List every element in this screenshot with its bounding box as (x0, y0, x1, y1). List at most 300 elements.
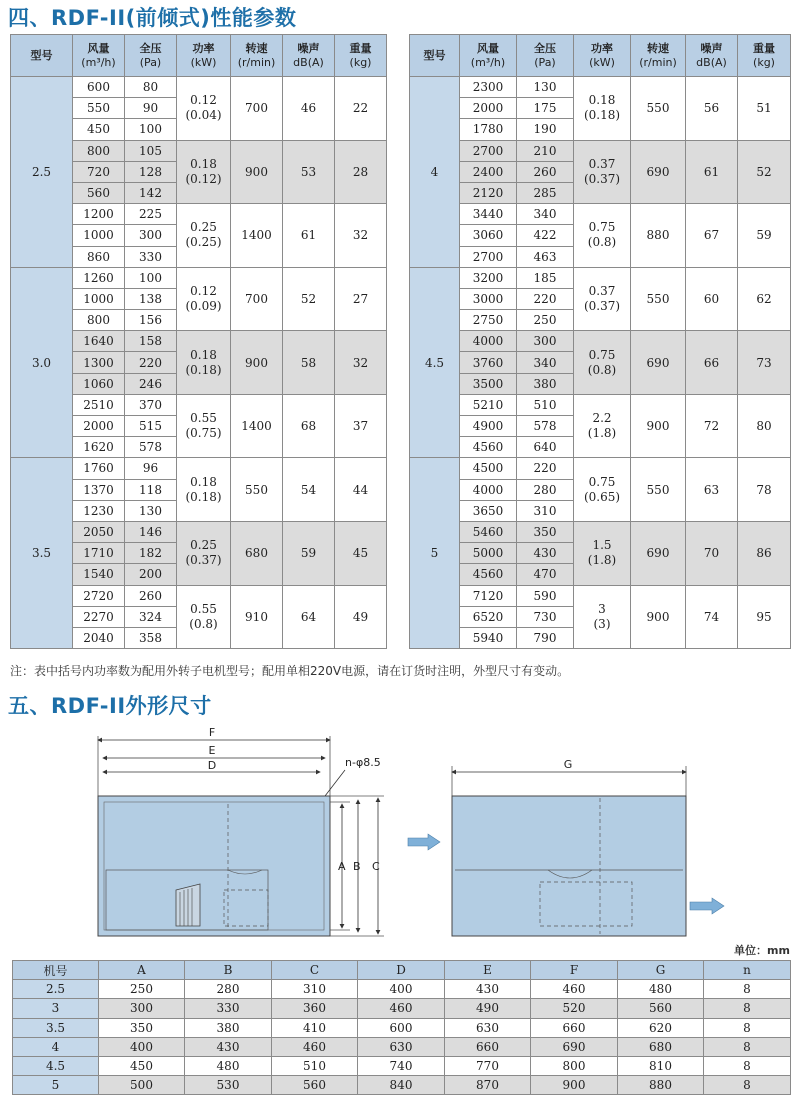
power-cell: 0.25 (0.37) (177, 521, 231, 585)
pressure-cell: 138 (125, 288, 177, 309)
pressure-cell: 220 (517, 288, 574, 309)
flow-cell: 2120 (460, 182, 517, 203)
noise-cell: 72 (686, 394, 738, 458)
pressure-cell: 578 (125, 437, 177, 458)
pressure-cell: 515 (125, 416, 177, 437)
power-cell: 0.75 (0.65) (574, 458, 631, 522)
dimension-cell: 8 (704, 1076, 791, 1095)
dimension-cell: 630 (445, 1018, 531, 1037)
pressure-cell: 790 (517, 627, 574, 648)
dim-label-g: G (563, 758, 573, 771)
dimension-row (13, 1018, 791, 1037)
flow-cell: 3650 (460, 500, 517, 521)
pressure-cell: 285 (517, 182, 574, 203)
noise-cell: 52 (283, 267, 335, 331)
pressure-cell: 370 (125, 394, 177, 415)
dimension-cell: 8 (704, 980, 791, 999)
pressure-cell: 90 (125, 98, 177, 119)
flow-cell: 4900 (460, 416, 517, 437)
dimension-cell: 490 (445, 999, 531, 1018)
flow-cell: 3760 (460, 352, 517, 373)
pressure-cell: 260 (517, 161, 574, 182)
weight-cell: 49 (335, 585, 387, 649)
flow-cell: 2300 (460, 77, 517, 98)
pressure-cell: 182 (125, 543, 177, 564)
table-row (410, 204, 791, 225)
flow-cell: 600 (73, 77, 125, 98)
pressure-cell: 156 (125, 310, 177, 331)
dimension-cell: 630 (358, 1037, 445, 1056)
noise-cell: 54 (283, 458, 335, 522)
section5-title: 五、RDF-II外形尺寸 (8, 694, 212, 718)
speed-cell: 910 (231, 585, 283, 649)
flow-cell: 800 (73, 310, 125, 331)
noise-cell: 66 (686, 331, 738, 395)
table-row (410, 458, 791, 479)
header-flow: 风量 (m³/h) (73, 35, 125, 77)
flow-cell: 1370 (73, 479, 125, 500)
dimension-cell: 460 (272, 1037, 358, 1056)
dimension-cell: 690 (531, 1037, 618, 1056)
pressure-cell: 142 (125, 182, 177, 203)
pressure-cell: 96 (125, 458, 177, 479)
table-footnote: 注：表中括号内功率数为配用外转子电机型号；配用单相220V电源，请在订货时注明，外型尺寸有变动。 (10, 664, 570, 678)
dimension-cell: 620 (618, 1018, 704, 1037)
dimension-cell: 310 (272, 980, 358, 999)
header-weight: 重量 (kg) (738, 35, 791, 77)
dimension-row (13, 1076, 791, 1095)
flow-cell: 1230 (73, 500, 125, 521)
flow-cell: 2270 (73, 606, 125, 627)
model-cell: 3.0 (11, 267, 73, 458)
airflow-out-arrow (690, 898, 724, 914)
weight-cell: 95 (738, 585, 791, 649)
flow-cell: 550 (73, 98, 125, 119)
header-power: 功率 (kW) (177, 35, 231, 77)
dimension-header-cell: B (185, 961, 272, 980)
model-cell: 3.5 (11, 458, 73, 649)
dimension-cell: 8 (704, 1037, 791, 1056)
flow-cell: 2510 (73, 394, 125, 415)
dimension-header-cell: A (99, 961, 185, 980)
flow-cell: 720 (73, 161, 125, 182)
dimension-cell: 880 (618, 1076, 704, 1095)
fan-box-front (98, 796, 330, 936)
weight-cell: 78 (738, 458, 791, 522)
pressure-cell: 128 (125, 161, 177, 182)
unit-label: 单位：mm (734, 944, 790, 957)
flow-cell: 2700 (460, 246, 517, 267)
flow-cell: 1300 (73, 352, 125, 373)
front-view (98, 726, 384, 936)
dimension-cell: 800 (531, 1056, 618, 1075)
weight-cell: 62 (738, 267, 791, 331)
power-cell: 3 (3) (574, 585, 631, 649)
power-cell: 0.37 (0.37) (574, 267, 631, 331)
speed-cell: 900 (631, 585, 686, 649)
performance-table-left (10, 34, 387, 649)
flow-cell: 3440 (460, 204, 517, 225)
flow-cell: 3200 (460, 267, 517, 288)
noise-cell: 61 (283, 204, 335, 268)
weight-cell: 51 (738, 77, 791, 141)
power-cell: 0.75 (0.8) (574, 204, 631, 268)
header-pressure: 全压 (Pa) (125, 35, 177, 77)
speed-cell: 1400 (231, 204, 283, 268)
dimension-cell: 520 (531, 999, 618, 1018)
table-row (410, 77, 791, 98)
speed-cell: 700 (231, 267, 283, 331)
dimension-cell: 900 (531, 1076, 618, 1095)
dimension-cell: 400 (99, 1037, 185, 1056)
header-pressure: 全压 (Pa) (517, 35, 574, 77)
dimension-cell: 810 (618, 1056, 704, 1075)
speed-cell: 550 (631, 458, 686, 522)
dimension-cell: 870 (445, 1076, 531, 1095)
dim-label-b: B (353, 860, 361, 873)
pressure-cell: 470 (517, 564, 574, 585)
flow-cell: 6520 (460, 606, 517, 627)
pressure-cell: 190 (517, 119, 574, 140)
dimension-header-cell: E (445, 961, 531, 980)
speed-cell: 700 (231, 77, 283, 141)
noise-cell: 67 (686, 204, 738, 268)
flow-cell: 5000 (460, 543, 517, 564)
flow-cell: 7120 (460, 585, 517, 606)
header-noise: 噪声 dB(A) (283, 35, 335, 77)
noise-cell: 64 (283, 585, 335, 649)
flow-cell: 2400 (460, 161, 517, 182)
header-power: 功率 (kW) (574, 35, 631, 77)
weight-cell: 32 (335, 331, 387, 395)
header-speed: 转速 (r/min) (631, 35, 686, 77)
weight-cell: 86 (738, 521, 791, 585)
power-cell: 0.25 (0.25) (177, 204, 231, 268)
flow-cell: 860 (73, 246, 125, 267)
dimension-cell: 660 (445, 1037, 531, 1056)
dimension-header-cell: G (618, 961, 704, 980)
pressure-cell: 422 (517, 225, 574, 246)
dimension-cell: 560 (272, 1076, 358, 1095)
flow-cell: 1200 (73, 204, 125, 225)
dimension-cell: 8 (704, 999, 791, 1018)
flow-cell: 4500 (460, 458, 517, 479)
dimension-cell: 360 (272, 999, 358, 1018)
dimension-row (13, 980, 791, 999)
flow-cell: 3000 (460, 288, 517, 309)
fan-box-side (452, 796, 686, 936)
dimension-cell: 410 (272, 1018, 358, 1037)
flow-cell: 2720 (73, 585, 125, 606)
table-row (410, 267, 791, 288)
flow-cell: 4560 (460, 564, 517, 585)
speed-cell: 900 (231, 331, 283, 395)
pressure-cell: 350 (517, 521, 574, 542)
dimension-cell: 430 (185, 1037, 272, 1056)
flow-cell: 1780 (460, 119, 517, 140)
weight-cell: 28 (335, 140, 387, 204)
pressure-cell: 590 (517, 585, 574, 606)
weight-cell: 73 (738, 331, 791, 395)
dimension-cell: 480 (618, 980, 704, 999)
flow-cell: 1640 (73, 331, 125, 352)
flow-cell: 4560 (460, 437, 517, 458)
power-cell: 2.2 (1.8) (574, 394, 631, 458)
dimension-header-cell: 机号 (13, 961, 99, 980)
weight-cell: 80 (738, 394, 791, 458)
power-cell: 0.37 (0.37) (574, 140, 631, 204)
pressure-cell: 200 (125, 564, 177, 585)
pressure-cell: 430 (517, 543, 574, 564)
machine-number-cell: 4 (13, 1037, 99, 1056)
pressure-cell: 185 (517, 267, 574, 288)
pressure-cell: 118 (125, 479, 177, 500)
dimension-cell: 380 (185, 1018, 272, 1037)
dimension-cell: 450 (99, 1056, 185, 1075)
power-cell: 0.18 (0.18) (177, 458, 231, 522)
flow-cell: 3500 (460, 373, 517, 394)
dimension-cell: 530 (185, 1076, 272, 1095)
power-cell: 0.18 (0.18) (574, 77, 631, 141)
speed-cell: 1400 (231, 394, 283, 458)
model-cell: 4 (410, 77, 460, 268)
section4-title: 四、RDF-II(前倾式)性能参数 (8, 6, 297, 30)
pressure-cell: 225 (125, 204, 177, 225)
pressure-cell: 310 (517, 500, 574, 521)
noise-cell: 70 (686, 521, 738, 585)
weight-cell: 27 (335, 267, 387, 331)
speed-cell: 690 (631, 140, 686, 204)
pressure-cell: 80 (125, 77, 177, 98)
pressure-cell: 175 (517, 98, 574, 119)
dimension-cell: 600 (358, 1018, 445, 1037)
dimension-header-cell: n (704, 961, 791, 980)
dimension-cell: 300 (99, 999, 185, 1018)
model-cell: 5 (410, 458, 460, 649)
header-model: 型号 (410, 35, 460, 77)
hole-spec-label: n-φ8.5 (345, 756, 381, 769)
pressure-cell: 463 (517, 246, 574, 267)
dimension-cell: 460 (358, 999, 445, 1018)
noise-cell: 53 (283, 140, 335, 204)
header-noise: 噪声 dB(A) (686, 35, 738, 77)
flow-cell: 1760 (73, 458, 125, 479)
flow-cell: 2040 (73, 627, 125, 648)
pressure-cell: 210 (517, 140, 574, 161)
dimension-cell: 840 (358, 1076, 445, 1095)
weight-cell: 44 (335, 458, 387, 522)
speed-cell: 880 (631, 204, 686, 268)
speed-cell: 900 (231, 140, 283, 204)
table-row (410, 331, 791, 352)
table-row (11, 77, 387, 98)
dimension-row (13, 1037, 791, 1056)
table-row (11, 267, 387, 288)
dimension-cell: 500 (99, 1076, 185, 1095)
power-cell: 0.75 (0.8) (574, 331, 631, 395)
flow-cell: 1620 (73, 437, 125, 458)
noise-cell: 74 (686, 585, 738, 649)
flow-cell: 2050 (73, 521, 125, 542)
noise-cell: 56 (686, 77, 738, 141)
dimension-cell: 250 (99, 980, 185, 999)
weight-cell: 22 (335, 77, 387, 141)
pressure-cell: 380 (517, 373, 574, 394)
speed-cell: 690 (631, 521, 686, 585)
pressure-cell: 130 (125, 500, 177, 521)
flow-cell: 1710 (73, 543, 125, 564)
speed-cell: 550 (231, 458, 283, 522)
pressure-cell: 146 (125, 521, 177, 542)
dim-label-d: D (207, 759, 217, 772)
pressure-cell: 330 (125, 246, 177, 267)
power-cell: 1.5 (1.8) (574, 521, 631, 585)
table-header-row (11, 35, 387, 77)
performance-table-right (409, 34, 791, 649)
flow-cell: 560 (73, 182, 125, 203)
flow-cell: 1540 (73, 564, 125, 585)
flow-cell: 4000 (460, 479, 517, 500)
power-cell: 0.55 (0.8) (177, 585, 231, 649)
flow-cell: 1260 (73, 267, 125, 288)
header-flow: 风量 (m³/h) (460, 35, 517, 77)
weight-cell: 45 (335, 521, 387, 585)
machine-number-cell: 5 (13, 1076, 99, 1095)
dimension-cell: 560 (618, 999, 704, 1018)
dimension-row (13, 1056, 791, 1075)
pressure-cell: 100 (125, 267, 177, 288)
speed-cell: 550 (631, 267, 686, 331)
table-row (410, 140, 791, 161)
pressure-cell: 105 (125, 140, 177, 161)
machine-number-cell: 4.5 (13, 1056, 99, 1075)
dimension-cell: 770 (445, 1056, 531, 1075)
model-cell: 2.5 (11, 77, 73, 268)
pressure-cell: 510 (517, 394, 574, 415)
model-cell: 4.5 (410, 267, 460, 458)
speed-cell: 690 (631, 331, 686, 395)
weight-cell: 37 (335, 394, 387, 458)
side-view (408, 758, 724, 936)
header-model: 型号 (11, 35, 73, 77)
dimension-header-cell: F (531, 961, 618, 980)
pressure-cell: 260 (125, 585, 177, 606)
header-weight: 重量 (kg) (335, 35, 387, 77)
dim-label-a: A (338, 860, 346, 873)
speed-cell: 550 (631, 77, 686, 141)
table-row (11, 458, 387, 479)
dimension-cell: 740 (358, 1056, 445, 1075)
flow-cell: 4000 (460, 331, 517, 352)
noise-cell: 46 (283, 77, 335, 141)
dimension-cell: 510 (272, 1056, 358, 1075)
dimension-cell: 660 (531, 1018, 618, 1037)
noise-cell: 63 (686, 458, 738, 522)
dimension-header-cell: D (358, 961, 445, 980)
pressure-cell: 158 (125, 331, 177, 352)
weight-cell: 32 (335, 204, 387, 268)
flow-cell: 5460 (460, 521, 517, 542)
dimension-header-row (13, 961, 791, 980)
dimension-cell: 460 (531, 980, 618, 999)
flow-cell: 2700 (460, 140, 517, 161)
pressure-cell: 340 (517, 204, 574, 225)
pressure-cell: 324 (125, 606, 177, 627)
power-cell: 0.12 (0.09) (177, 267, 231, 331)
flow-cell: 3060 (460, 225, 517, 246)
pressure-cell: 300 (125, 225, 177, 246)
flow-cell: 5210 (460, 394, 517, 415)
pressure-cell: 340 (517, 352, 574, 373)
pressure-cell: 280 (517, 479, 574, 500)
dimension-header-cell: C (272, 961, 358, 980)
weight-cell: 59 (738, 204, 791, 268)
machine-number-cell: 2.5 (13, 980, 99, 999)
dimension-cell: 430 (445, 980, 531, 999)
pressure-cell: 250 (517, 310, 574, 331)
pressure-cell: 246 (125, 373, 177, 394)
noise-cell: 58 (283, 331, 335, 395)
flow-cell: 1000 (73, 288, 125, 309)
table-header-row (410, 35, 791, 77)
dimension-row (13, 999, 791, 1018)
power-cell: 0.18 (0.12) (177, 140, 231, 204)
flow-cell: 450 (73, 119, 125, 140)
dimension-cell: 400 (358, 980, 445, 999)
flow-cell: 2750 (460, 310, 517, 331)
pressure-cell: 730 (517, 606, 574, 627)
dimension-cell: 350 (99, 1018, 185, 1037)
dim-label-e: E (208, 744, 216, 757)
dimension-cell: 480 (185, 1056, 272, 1075)
weight-cell: 52 (738, 140, 791, 204)
pressure-cell: 100 (125, 119, 177, 140)
dimension-cell: 8 (704, 1018, 791, 1037)
table-row (410, 394, 791, 415)
outline-dimension-drawing (0, 722, 800, 944)
pressure-cell: 220 (517, 458, 574, 479)
flow-cell: 2000 (73, 416, 125, 437)
flow-cell: 5940 (460, 627, 517, 648)
flow-cell: 800 (73, 140, 125, 161)
airflow-in-arrow (408, 834, 440, 850)
power-cell: 0.18 (0.18) (177, 331, 231, 395)
noise-cell: 61 (686, 140, 738, 204)
dimension-table (12, 960, 791, 1095)
noise-cell: 68 (283, 394, 335, 458)
pressure-cell: 640 (517, 437, 574, 458)
noise-cell: 60 (686, 267, 738, 331)
pressure-cell: 130 (517, 77, 574, 98)
machine-number-cell: 3.5 (13, 1018, 99, 1037)
dim-label-f: F (208, 726, 216, 739)
dimension-cell: 8 (704, 1056, 791, 1075)
pressure-cell: 578 (517, 416, 574, 437)
pressure-cell: 220 (125, 352, 177, 373)
pressure-cell: 358 (125, 627, 177, 648)
power-cell: 0.12 (0.04) (177, 77, 231, 141)
dim-label-c: C (372, 860, 380, 873)
dimension-cell: 330 (185, 999, 272, 1018)
table-row (410, 585, 791, 606)
header-speed: 转速 (r/min) (231, 35, 283, 77)
flow-cell: 1000 (73, 225, 125, 246)
noise-cell: 59 (283, 521, 335, 585)
dimension-cell: 680 (618, 1037, 704, 1056)
speed-cell: 680 (231, 521, 283, 585)
dimension-cell: 280 (185, 980, 272, 999)
flow-cell: 1060 (73, 373, 125, 394)
